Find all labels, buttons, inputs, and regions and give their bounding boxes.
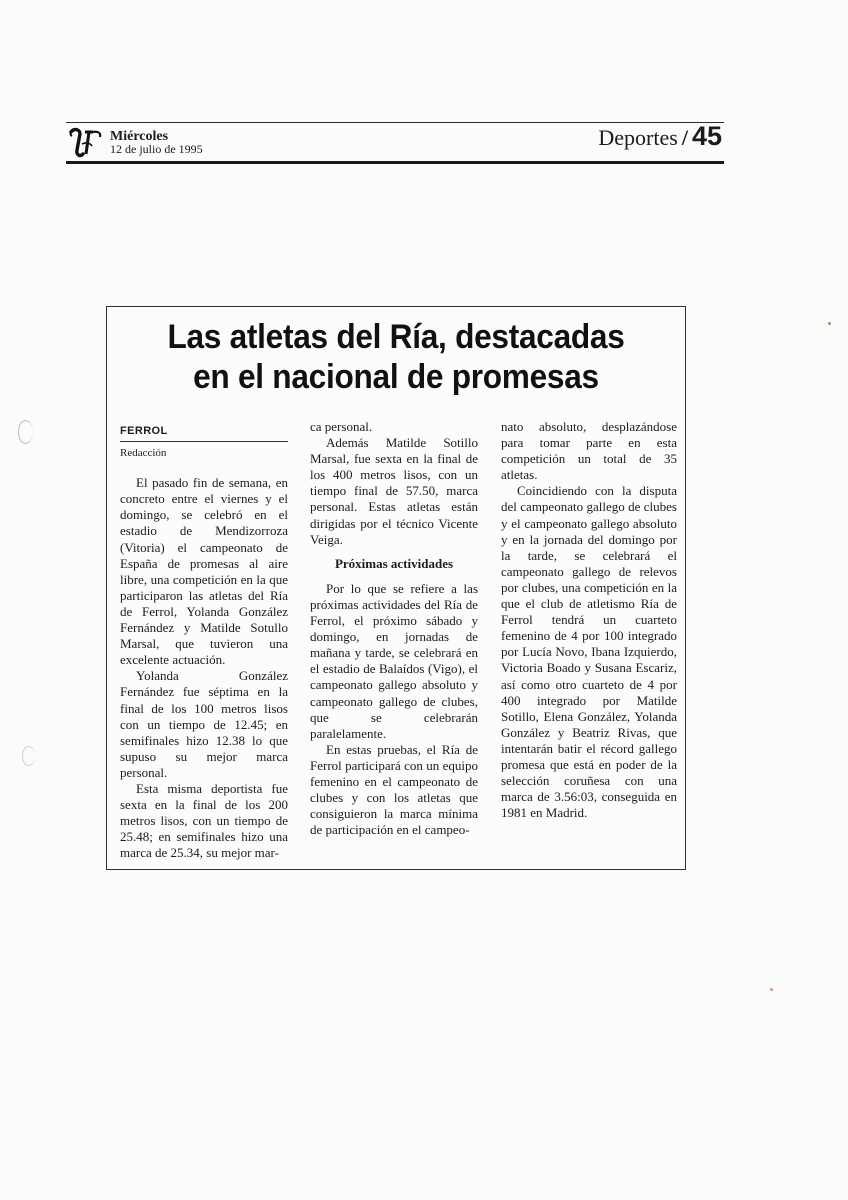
scan-speck (770, 988, 773, 991)
paragraph-continuation: ca personal. (310, 419, 373, 434)
article-column-2 (310, 419, 478, 838)
byline-credit: Redacción (120, 447, 167, 460)
article-headline (127, 317, 665, 397)
paragraph: El pasado fin de semana, en concreto entre el viernes y el domingo, se celebró en el estadio de Mendizorroza (Vitoria) el campeonato de España de promesas al aire libre, una competición en la que participaron las atletas del Ría de Ferrol, Yolanda González Fernández y Matilde Sotullo Marsal, que tuvieron una excelente actuación. (120, 475, 288, 668)
paragraph-continuation: nato absoluto, desplazándose para tomar parte en esta competición un total de 35 atletas. (501, 419, 677, 483)
headline-line-1: Las atletas del Ría, destacadas (167, 318, 625, 356)
paragraph: Yolanda González Fernández fue séptima en la final de los 100 metros lisos con un tiempo de 12.45; en semifinales hizo 12.38 lo que supuso su mejor marca personal. (120, 668, 288, 780)
issue-date-block (110, 130, 203, 156)
scan-mark-left-lower (22, 746, 35, 766)
paragraph: Por lo que se refiere a las próximas actividades del Ría de Ferrol, el próximo sábado y domingo, en jornadas de mañana y tarde, se celebrará en el estadio de Balaídos (Vigo), el campeonato gallego absoluto y campeonato gallego de clubes, que se celebrarán paralelamente. (310, 580, 478, 741)
article-clipping (106, 306, 686, 870)
dateline: FERROL (120, 425, 168, 437)
newspaper-header (66, 118, 724, 170)
issue-date: 12 de julio de 1995 (110, 142, 203, 156)
scan-speck (828, 322, 831, 325)
issue-weekday: Miércoles (110, 129, 169, 144)
headline-line-2: en el nacional de promesas (193, 358, 599, 396)
article-column-3 (501, 419, 677, 821)
section-heading (598, 121, 722, 152)
newspaper-logo-icon (68, 126, 104, 160)
paragraph: Esta misma deportista fue sexta en la final de los 200 metros lisos, con un tiempo de 25.48; en semifinales hizo una marca de 25.34, su mejor mar- (120, 780, 288, 861)
section-separator: / (681, 125, 688, 150)
paragraph: Coincidiendo con la disputa del campeonato gallego de clubes y el campeonato gallego absoluto y en la jornada del domingo por la tarde, se celebrará el campeonato gallego de relevos por clubes, una competición en la que el club de atletismo Ría de Ferrol tendrá un cuarteto femenino de 4 por 100 integrado por Lucía Novo, Ibana Izquierdo, Victoria Boado y Susana Escariz, así como otro cuarteto de 4 por 400 integrado por Matilde Sotillo, Elena González, Yolanda González y Beatriz Rivas, que intentarán batir el récord gallego promesa que está en poder de la selección coruñesa con una marca de 3.56:03, conseguida en 1981 en Madrid. (501, 483, 677, 821)
page-number: 45 (691, 121, 722, 151)
byline-rule (120, 441, 288, 442)
paragraph: En estas pruebas, el Ría de Ferrol participará con un equipo femenino en el campeonato de clubes y con los atletas que consiguieron la marca mínima de participación en el campeo- (310, 741, 478, 838)
article-column-1 (120, 423, 288, 861)
subheading: Próximas actividades (334, 555, 454, 571)
header-bottom-rule (66, 161, 724, 164)
paragraph: Además Matilde Sotillo Marsal, fue sexta en la final de los 400 metros lisos, con un tiempo final de 57.50, marca personal. Estas atletas están dirigidas por el técnico Vicente Veiga. (310, 435, 478, 547)
scan-mark-left (18, 420, 33, 444)
section-name: Deportes (598, 125, 678, 150)
